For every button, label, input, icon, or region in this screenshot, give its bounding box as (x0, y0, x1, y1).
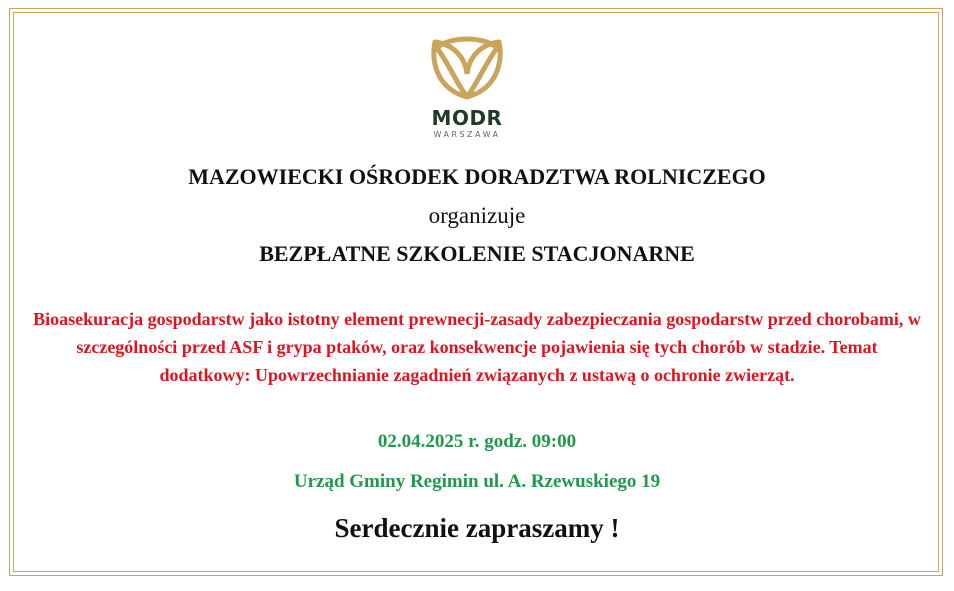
training-location: Urząd Gminy Regimin ul. A. Rzewuskiego 19 (293, 471, 661, 492)
training-type: BEZPŁATNE SZKOLENIE STACJONARNE (259, 241, 695, 266)
triquetra-icon (427, 34, 507, 104)
modr-logo (427, 34, 507, 144)
training-topic: Bioasekuracja gospodarstw jako istotny element prewnecji-zasady zabezpieczania gospodarstw przed chorobami, w szczególności przed ASF i grypa ptaków, oraz konsekwencje pojawienia się tych chorób w stadzie. Temat dodatkowy: Upowrzechnianie zagadnień związanych z ustawą o ochronie zwierząt. (33, 309, 921, 385)
training-datetime: 02.04.2025 r. godz. 09:00 (377, 431, 577, 452)
invitation-text: Serdecznie zapraszamy ! (334, 513, 620, 543)
organization-name: MAZOWIECKI OŚRODEK DORADZTWA ROLNICZEGO (188, 164, 766, 189)
logo-name: MODR (431, 106, 503, 130)
logo-subtitle: WARSZAWA (433, 130, 501, 139)
organizes-text: organizuje (428, 203, 526, 228)
